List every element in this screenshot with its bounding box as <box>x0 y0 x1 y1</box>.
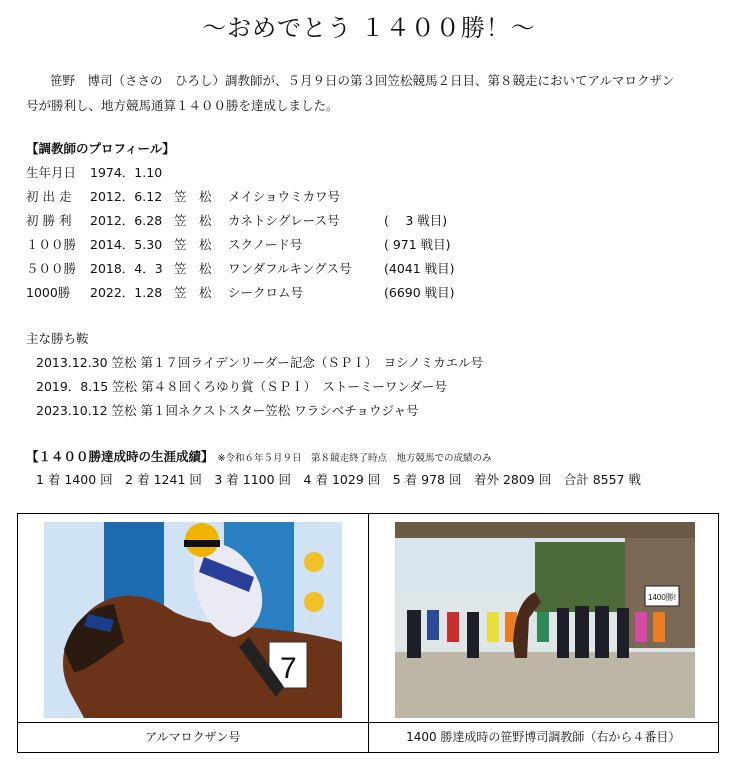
record-header <box>26 446 491 465</box>
profile-heading: 【調教師のプロフィール】 <box>26 141 175 156</box>
racehorse-photo <box>44 522 342 718</box>
profile-row-track: 笠 松 <box>174 237 212 252</box>
profile-row-note: ( 971 戦目) <box>384 237 451 252</box>
photo-caption-right: 1400 勝達成時の笹野博司調教師（右から４番目） <box>369 722 719 751</box>
profile-row-horse: スクノード号 <box>228 237 303 252</box>
major-win-item: 2013.12.30 笠松 第１７回ライデンリーダー記念（ＳＰＩ） ヨシノミカエル号 <box>36 355 484 370</box>
profile-row-track: 笠 松 <box>174 285 212 300</box>
profile-row-label: １００勝 <box>26 237 77 252</box>
saddle-number: 7 <box>280 652 297 685</box>
record-heading: 【１４００勝達成時の生涯成績】 <box>26 449 214 464</box>
profile-row-date: 2012．6.12 <box>90 189 163 204</box>
birth-value: 1974．1.10 <box>90 165 163 180</box>
ceremony-photo <box>395 522 695 718</box>
intro-line-2: 号が勝利し、地方競馬通算１４００勝を達成しました。 <box>26 98 339 113</box>
photo-cell-right <box>368 514 719 753</box>
photo-cell-left <box>18 514 369 753</box>
major-win-item: 2023.10.12 笠松 第１回ネクストスター笠松 ワラシベチョウジャ号 <box>36 403 419 418</box>
profile-row-track: 笠 松 <box>174 189 212 204</box>
profile-row-date: 2022．1.28 <box>90 285 163 300</box>
major-win-item: 2019．8.15 笠松 第４８回くろゆり賞（ＳＰＩ） ストーミーワンダー号 <box>36 379 447 394</box>
profile-row-note: ( 3 戦目) <box>384 213 448 228</box>
major-wins-heading: 主な勝ち鞍 <box>26 331 89 346</box>
record-line: 1 着 1400 回 2 着 1241 回 3 着 1100 回 4 着 1029 回 5 着 978 回 着外 2809 回 合計 8557 戦 <box>36 472 641 487</box>
intro-line-1: 笹野 博司（ささの ひろし）調教師が、５月９日の第３回笠松競馬２日目、第８競走においてアルマロクザン <box>50 73 675 88</box>
profile-row-horse: カネトシグレース号 <box>228 213 340 228</box>
intro-paragraph <box>26 68 726 118</box>
profile-row-horse: シークロム号 <box>228 285 304 300</box>
photo-caption-left: アルマロクザン号 <box>18 722 368 751</box>
profile-row-note: (4041 戦目) <box>384 261 455 276</box>
profile-row-date: 2018．4．3 <box>90 261 163 276</box>
profile-row-date: 2012．6.28 <box>90 213 163 228</box>
photo-table <box>17 513 719 753</box>
profile-row-note: (6690 戦目) <box>384 285 455 300</box>
profile-row-label: 初 勝 利 <box>26 213 72 228</box>
profile-row-horse: メイショウミカワ号 <box>228 189 341 204</box>
birth-label: 生年月日 <box>26 165 77 180</box>
page-title: ～おめでとう １４００勝！～ <box>202 14 536 42</box>
profile-row-label: ５００勝 <box>26 261 77 276</box>
profile-row-horse: ワンダフルキングス号 <box>228 261 352 276</box>
profile-row-track: 笠 松 <box>174 261 212 276</box>
sign-text: 1400勝! <box>647 593 676 602</box>
profile-row-label: 1000勝 <box>26 285 71 300</box>
profile-row-label: 初 出 走 <box>26 189 72 204</box>
profile-row-track: 笠 松 <box>174 213 212 228</box>
record-note: ※令和６年５月９日 第８競走終了時点 地方競馬での成績のみ <box>217 453 492 464</box>
profile-row-date: 2014．5.30 <box>90 237 163 252</box>
